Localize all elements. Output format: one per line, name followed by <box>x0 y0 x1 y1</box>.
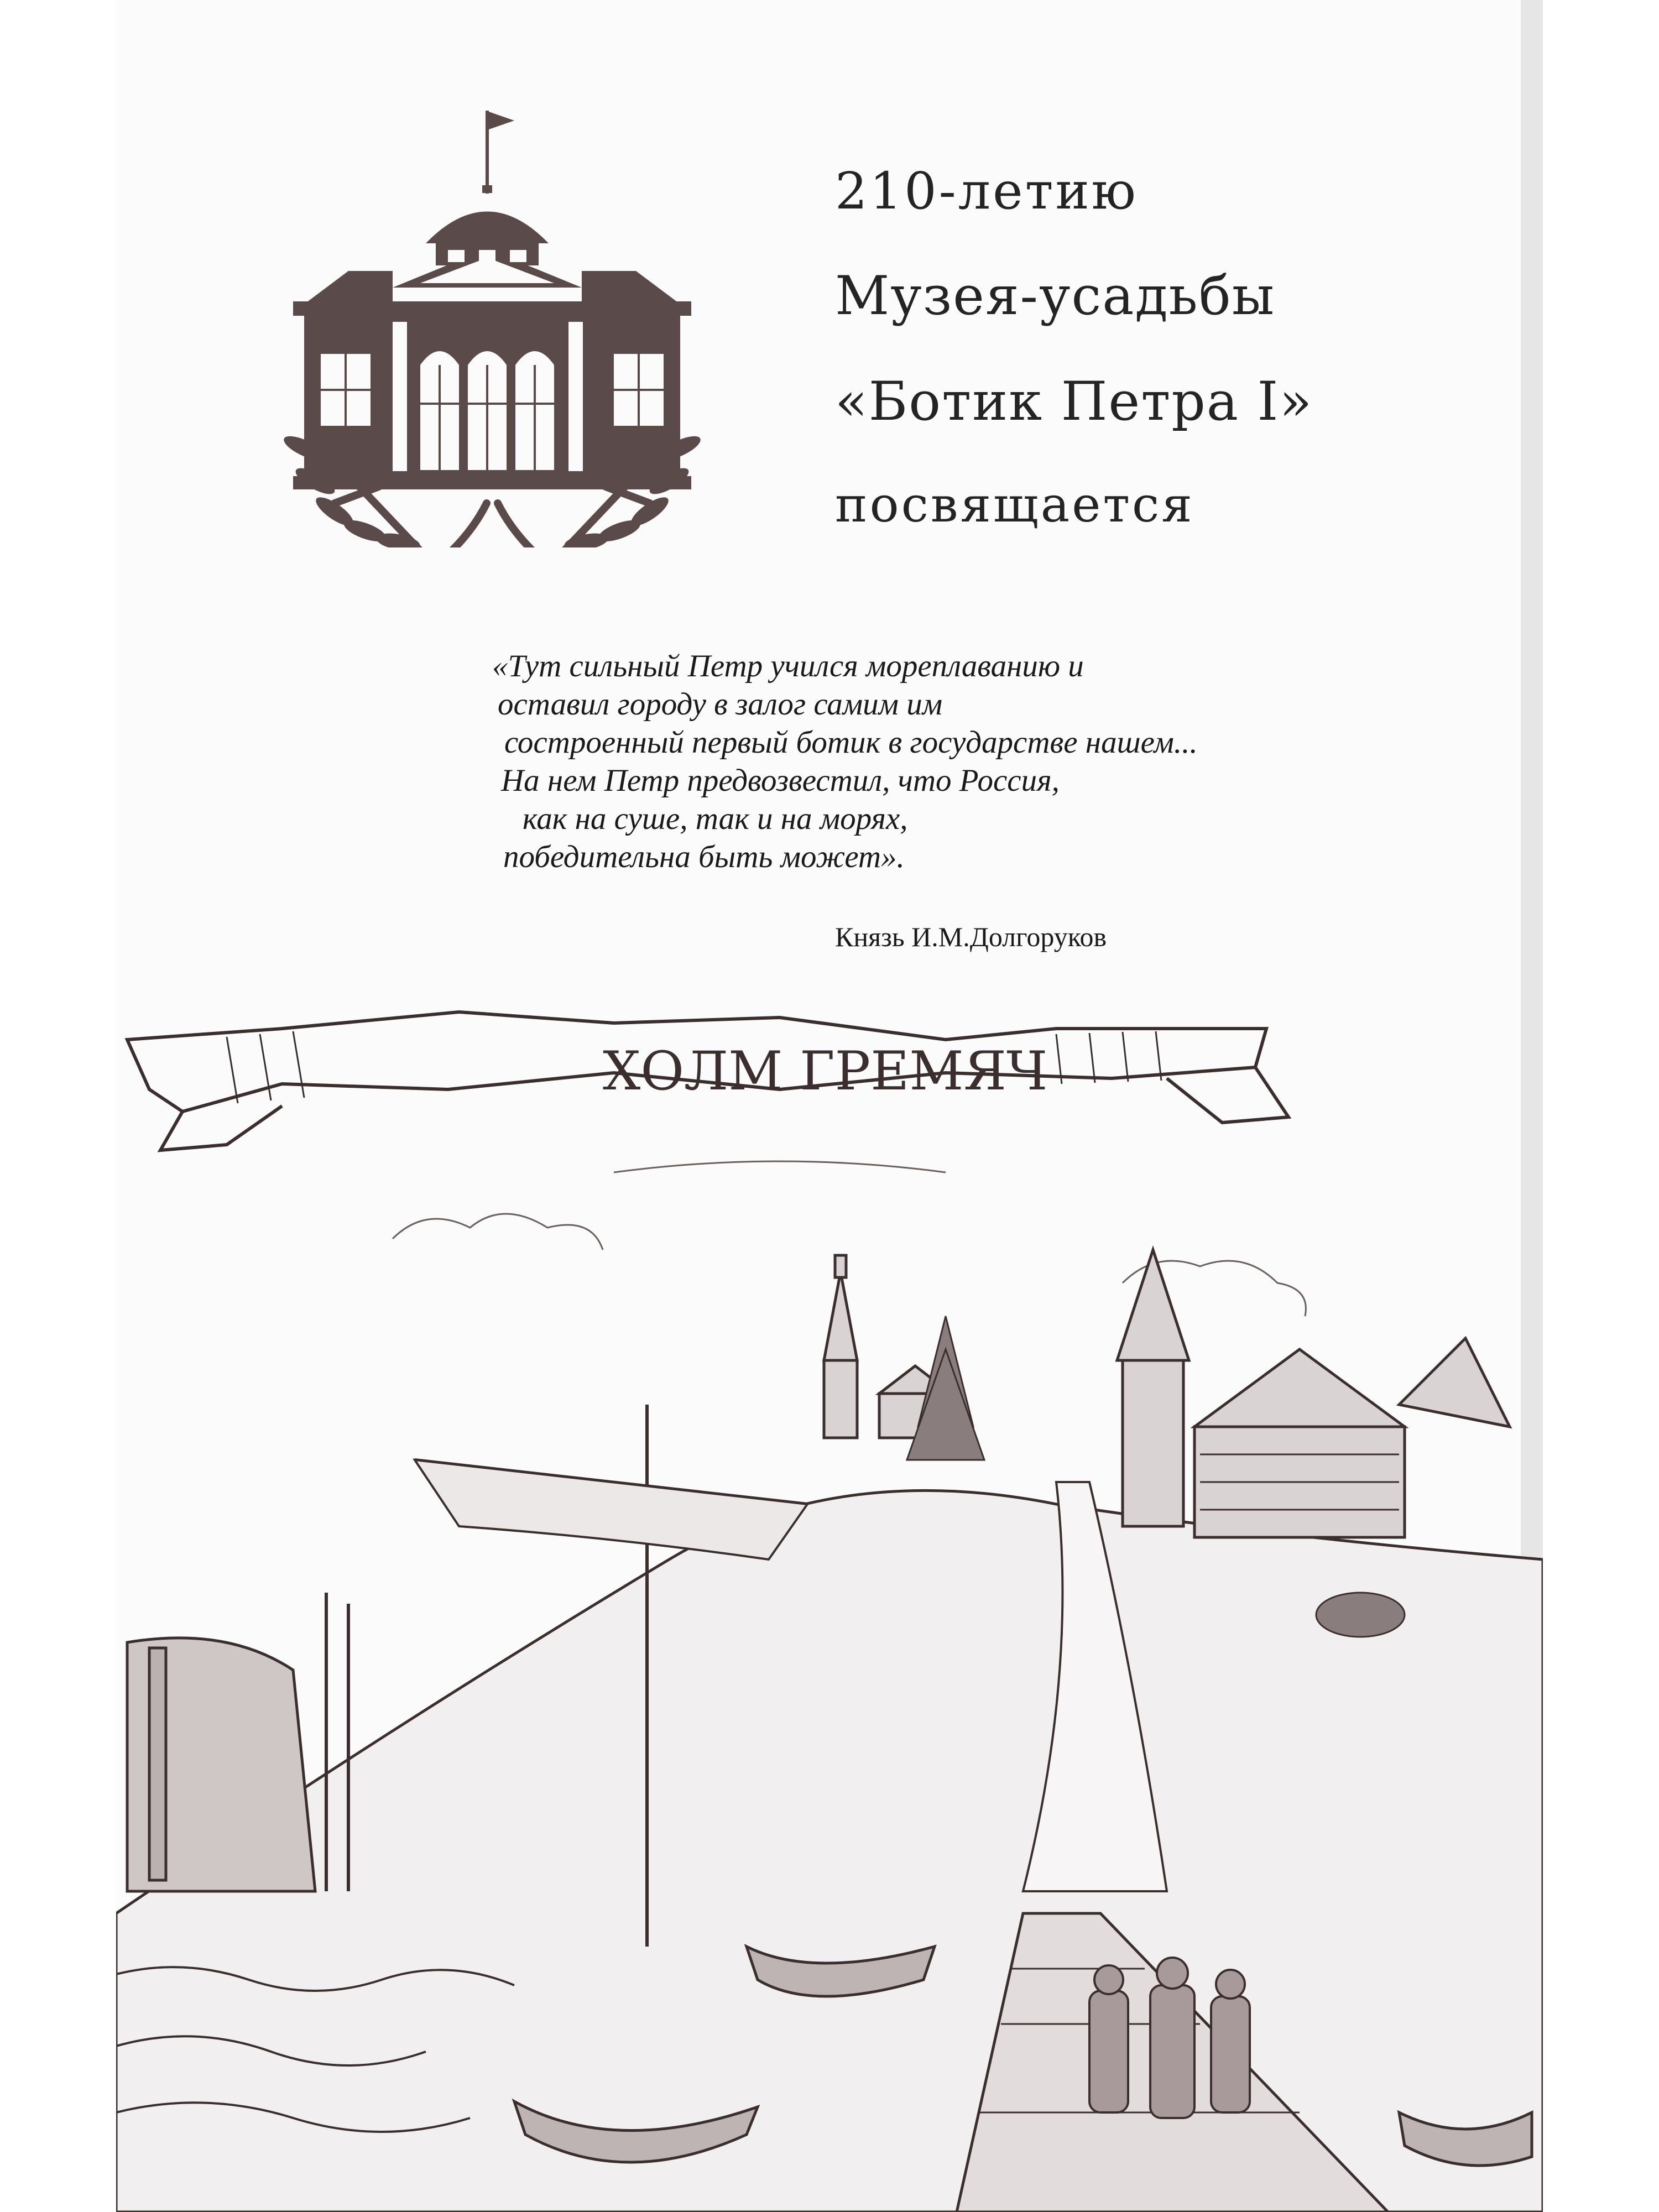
quote-line: победительна быть может». <box>503 839 905 874</box>
quote-line: как на суше, так и на морях, <box>523 801 908 836</box>
quote-line: состроенный первый ботик в государстве нашем... <box>504 725 1198 760</box>
quote-line: «Тут сильный Петр учился мореплаванию и <box>492 649 1084 684</box>
quote-author: Князь И.М.Долгоруков <box>835 921 1107 952</box>
quote-line: На нем Петр предвозвестил, что Россия, <box>501 763 1060 798</box>
engraving-illustration-icon <box>116 1006 1543 2212</box>
quote-line: оставил городу в залог самим им <box>498 687 943 722</box>
dedication-line-museum: Музея-усадьбы <box>835 265 1276 327</box>
banner-text: ХОЛМ ГРЕМЯЧ <box>603 1040 1048 1102</box>
dedication-line-anniversary: 210-летию <box>835 161 1138 221</box>
dedication-line-dedicated: посвящается <box>835 476 1194 533</box>
page-left-edge <box>0 0 116 2212</box>
epigraph-quote <box>492 647 1322 876</box>
museum-estate-emblem-icon <box>282 105 702 547</box>
dedication-line-botik: «Ботик Петра I» <box>835 371 1313 432</box>
dedication-heading <box>835 161 1499 533</box>
